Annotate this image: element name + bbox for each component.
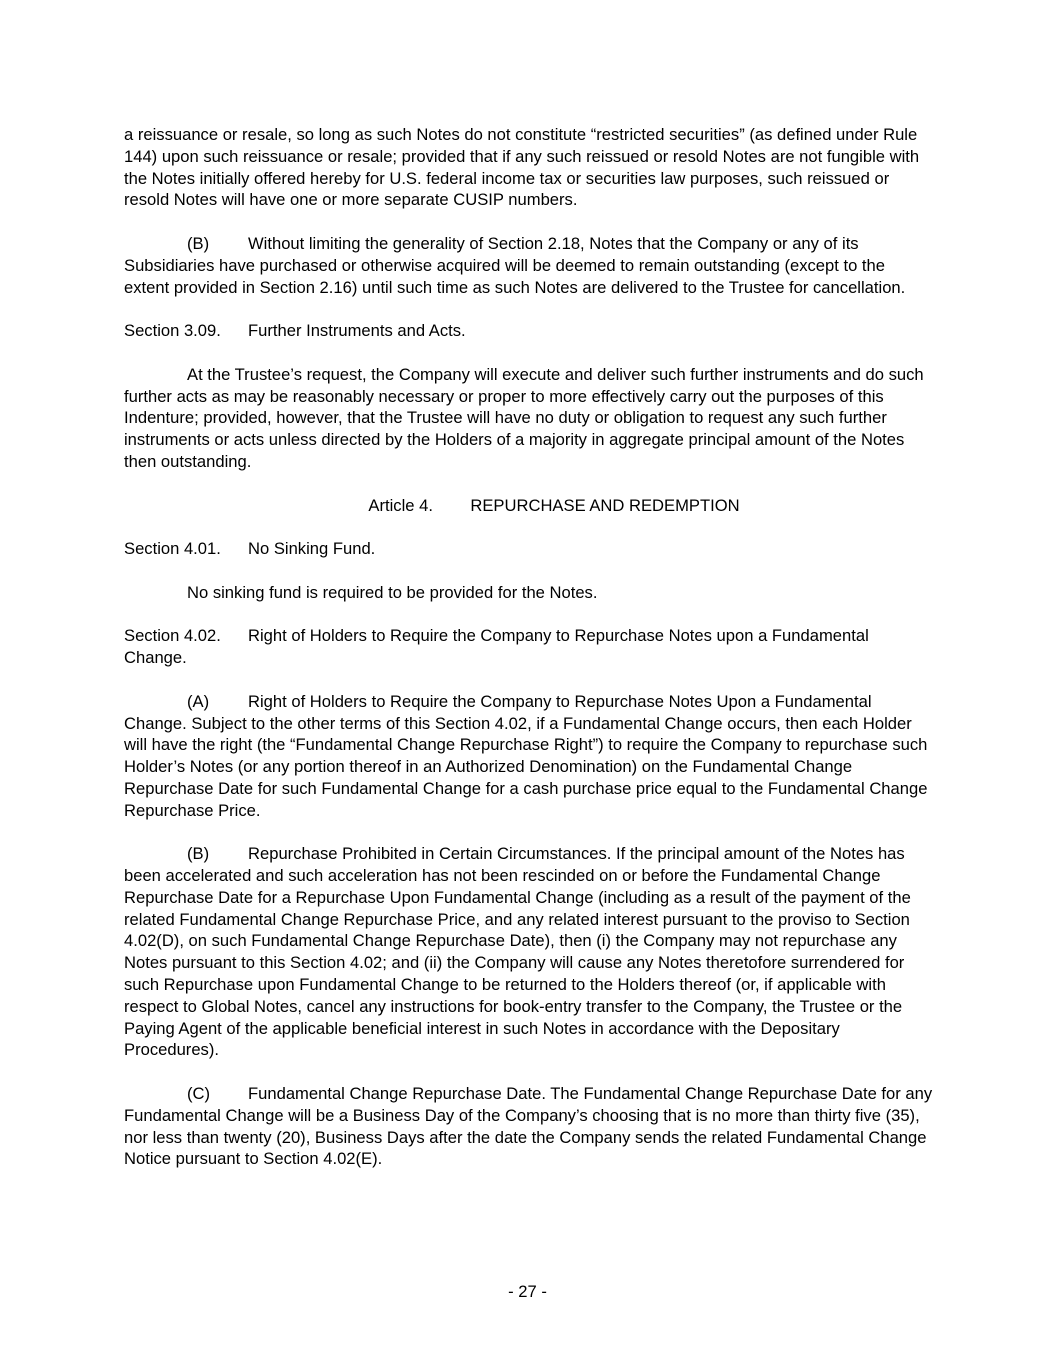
section-number: Section 4.01. [124, 539, 221, 559]
article-title: REPURCHASE AND REDEMPTION [470, 495, 740, 515]
section-title: Right of Holders to Require the Company to Repurchase Notes upon a Fundamental Change. [124, 626, 869, 668]
section-number: Section 3.09. [124, 321, 221, 341]
paragraph-label: (A) [187, 691, 210, 711]
paragraph-further-instruments: At the Trustee’s request, the Company will execute and deliver such further instruments and do such further acts as may be reasonably necessary or proper to more effectively carry out the purposes of this Indenture; provided, however, that the Trustee will have no duty or obligation to request any such further instruments or acts unless directed by the Holders of a majority in aggregate principal amount of the Notes then outstanding. [124, 364, 924, 471]
paragraph-a-repurchase-right [124, 691, 934, 822]
section-4-02-heading [124, 625, 934, 669]
article-number: Article 4. [368, 495, 433, 515]
paragraph-label: (B) [187, 844, 210, 864]
section-3-09-heading [124, 320, 934, 342]
paragraph-reissuance: a reissuance or resale, so long as such Notes do not constitute “restricted securities” (as defined under Rule 144) upon such reissuance or resale; provided that if any such reissued or resold Notes are not fungible with the Notes initially offered hereby for U.S. federal income tax or securities law purposes, such reissued or resold Notes will have one or more separate CUSIP numbers. [124, 125, 920, 210]
article-4-heading [124, 495, 934, 517]
paragraph-text: Repurchase Prohibited in Certain Circumstances. If the principal amount of the Notes has been accelerated and such acceleration has not been rescinded on or before the Fundamental Change Repurchase Date for a Repurchase Upon Fundamental Change (including as a result of the payment of the related Fundamental Change Repurchase Price, and any related interest pursuant to the proviso to Section 4.02(D), on such Fundamental Change Repurchase Date), then (i) the Company may not repurchase any Notes pursuant to this Section 4.02; and (ii) the Company will cause any Notes theretofore surrendered for such Repurchase upon Fundamental Change to be returned to the Holders thereof (or, if applicable with respect to Global Notes, cancel any instructions for book-entry transfer to the Company, the Trustee or the Paying Agent of the applicable beneficial interest in such Notes in accordance with the Depositary Procedures). [124, 844, 911, 1060]
paragraph-text: Fundamental Change Repurchase Date. The Fundamental Change Repurchase Date for any Fundamental Change will be a Business Day of the Company’s choosing that is no more than thirty five (35), nor less than twenty (20), Business Days after the date the Company sends the related Fundamental Change Notice pursuant to Section 4.02(E). [124, 1084, 933, 1169]
section-number: Section 4.02. [124, 626, 221, 646]
paragraph-b-outstanding [124, 233, 934, 298]
paragraph-c-repurchase-date [124, 1083, 934, 1170]
paragraph-text: Without limiting the generality of Section 2.18, Notes that the Company or any of its Subsidiaries have purchased or otherwise acquired will be deemed to remain outstanding (except to the extent provided in Section 2.16) until such time as such Notes are delivered to the Trustee for cancellation. [124, 233, 906, 297]
paragraph-label: (C) [187, 1084, 211, 1104]
page-number: - 27 - [508, 1282, 547, 1301]
section-title: No Sinking Fund. [248, 539, 376, 559]
section-title: Further Instruments and Acts. [248, 321, 466, 341]
paragraph-no-sinking-fund: No sinking fund is required to be provided for the Notes. [187, 582, 598, 602]
paragraph-label: (B) [187, 233, 210, 253]
section-4-01-heading [124, 538, 934, 560]
paragraph-text: Right of Holders to Require the Company to Repurchase Notes Upon a Fundamental Change. Subject to the other terms of this Section 4.02, if a Fundamental Change occurs, then each Holder will have the right (the “Fundamental Change Repurchase Right”) to require the Company to repurchase such Holder’s Notes (or any portion thereof in an Authorized Denomination) on the Fundamental Change Repurchase Date for such Fundamental Change for a cash purchase price equal to the Fundamental Change Repurchase Price. [124, 691, 928, 820]
document-page [124, 124, 934, 1192]
paragraph-b-prohibited [124, 843, 934, 1061]
